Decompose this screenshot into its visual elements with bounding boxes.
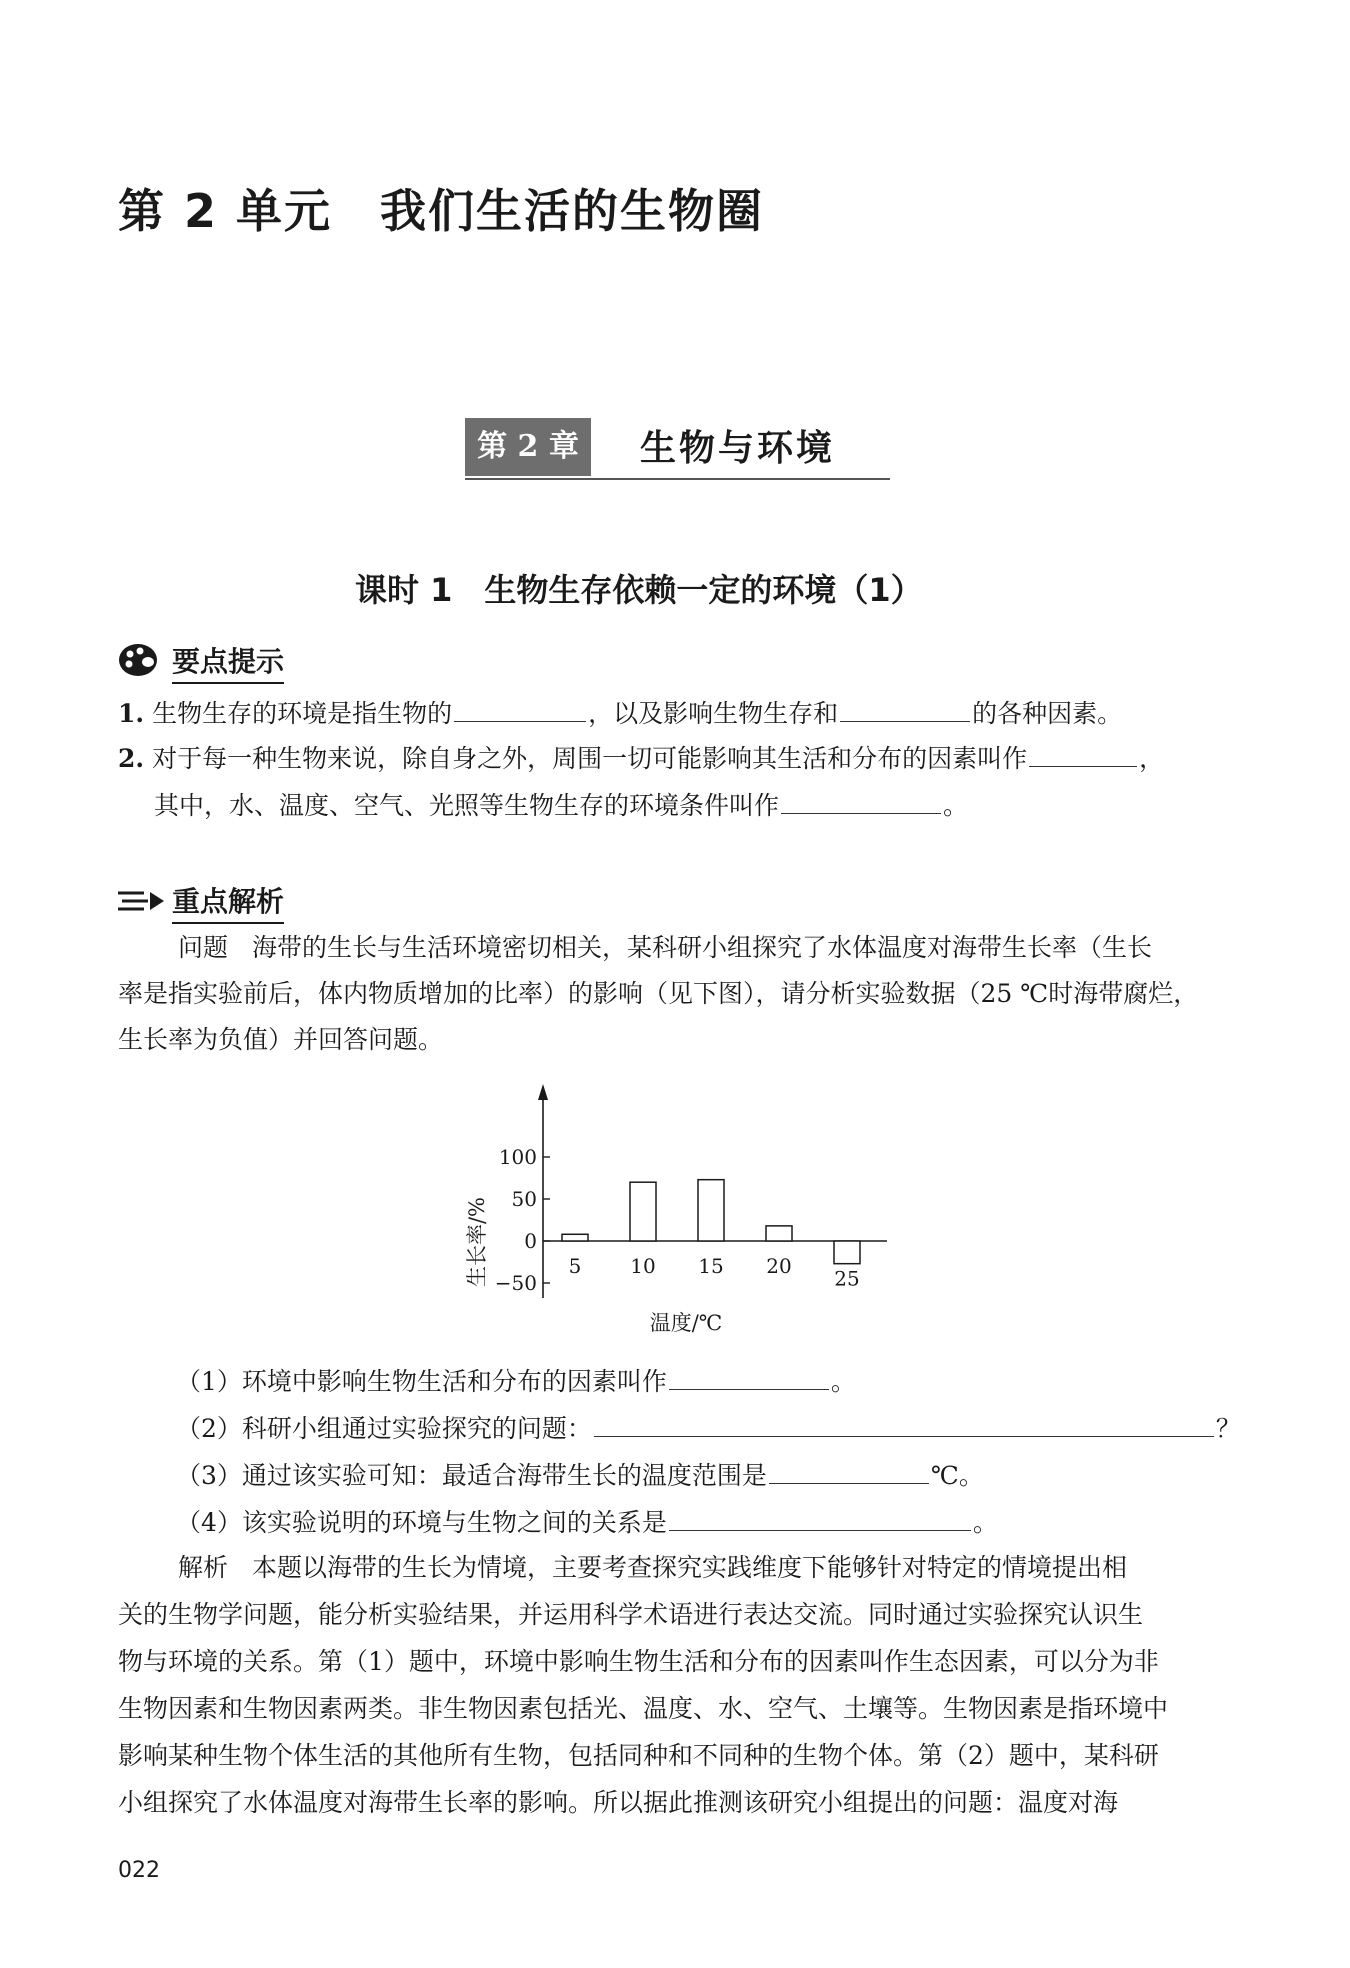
item-text: 生物生存的环境是指生物的: [152, 699, 453, 728]
y-tick-label: −50: [494, 1271, 537, 1295]
problem-text: 海带的生长与生活环境密切相关，某科研小组探究了水体温度对海带生长率（生长: [252, 933, 1153, 962]
lesson-title: 课时 1 生物生存依赖一定的环境（1）: [355, 571, 923, 609]
question-text: （2）科研小组通过实验探究的问题：: [176, 1414, 592, 1443]
bar-10: [630, 1182, 656, 1241]
analysis-line-4: 生物因素和生物因素两类。非生物因素包括光、温度、水、空气、土壤等。生物因素是指环境中: [118, 1694, 1169, 1723]
chapter-badge-text: 第 2 章: [477, 429, 579, 464]
question-text: （1）环境中影响生物生活和分布的因素叫作: [176, 1367, 667, 1396]
item-text: 对于每一种生物来说，除自身之外，周围一切可能影响其生活和分布的因素叫作: [152, 744, 1028, 773]
analysis-text: 本题以海带的生长为情境，主要考查探究实践维度下能够针对特定的情境提出相: [252, 1553, 1128, 1582]
bar-20: [766, 1226, 792, 1241]
analysis-line-2: 关的生物学问题，能分析实验结果，并运用科学术语进行表达交流。同时通过实验探究认识生: [118, 1600, 1144, 1629]
bar-15: [698, 1180, 724, 1241]
item-number: 1.: [118, 699, 145, 728]
question-4: [176, 1504, 998, 1542]
growth-rate-chart: [440, 1080, 910, 1350]
problem-label: 问题: [178, 933, 229, 962]
bar-25: [834, 1241, 860, 1264]
x-tick-label: 10: [630, 1254, 656, 1278]
x-tick-label: 5: [568, 1254, 582, 1278]
key-point-2-continued: [154, 787, 968, 825]
page-number: 022: [118, 1858, 160, 1883]
key-point-2: [118, 740, 1164, 778]
item-text: ，: [1139, 744, 1165, 773]
x-tick-label: 25: [834, 1266, 860, 1291]
answer-blank[interactable]: [1029, 740, 1137, 767]
analysis-line-3: 物与环境的关系。第（1）题中，环境中影响生物生活和分布的因素叫作生态因素，可以分为非: [118, 1647, 1159, 1676]
question-2: [176, 1410, 1241, 1448]
answer-blank[interactable]: [669, 1363, 829, 1390]
answer-blank[interactable]: [594, 1410, 1214, 1437]
key-points-icon: [118, 642, 162, 678]
item-text: ，以及影响生物生存和: [588, 699, 839, 728]
answer-blank[interactable]: [840, 695, 970, 722]
y-tick-label: 50: [511, 1187, 537, 1211]
problem-line-2: 率是指实验前后，体内物质增加的比率）的影响（见下图），请分析实验数据（25 ℃时海带腐烂，: [118, 979, 1199, 1008]
item-text: 。: [943, 791, 969, 820]
question-text: （4）该实验说明的环境与生物之间的关系是: [176, 1508, 667, 1537]
analysis-line-6: 小组探究了水体温度对海带生长率的影响。所以据此推测该研究小组提出的问题：温度对海: [118, 1788, 1119, 1817]
answer-blank[interactable]: [769, 1457, 929, 1484]
chapter-underline: [465, 478, 890, 480]
problem-line-3: 生长率为负值）并回答问题。: [118, 1025, 444, 1054]
analysis-icon: [116, 888, 166, 914]
x-tick-label: 20: [766, 1254, 792, 1278]
analysis-line-5: 影响某种生物个体生活的其他所有生物，包括同种和不同种的生物个体。第（2）题中，某科研: [118, 1741, 1159, 1770]
problem-line-1: [178, 929, 1152, 967]
analysis-label: 解析: [178, 1553, 229, 1582]
y-tick-label: 100: [498, 1145, 537, 1169]
unit-title: 第 2 单元 我们生活的生物圈: [118, 184, 765, 238]
y-axis-label: 生长率/%: [465, 1196, 489, 1288]
question-end: 。: [830, 1367, 856, 1396]
question-end: 。: [972, 1508, 998, 1537]
key-points-heading: 要点提示: [172, 640, 284, 684]
question-1: [176, 1363, 856, 1401]
question-end: ℃。: [930, 1461, 984, 1490]
question-end: ？: [1215, 1414, 1241, 1443]
question-text: （3）通过该实验可知：最适合海带生长的温度范围是: [176, 1461, 767, 1490]
answer-blank[interactable]: [781, 787, 941, 814]
item-number: 2.: [118, 744, 145, 773]
answer-blank[interactable]: [669, 1504, 971, 1531]
key-point-1: [118, 695, 1122, 733]
y-axis-arrow: [538, 1084, 548, 1100]
item-text: 的各种因素。: [972, 699, 1123, 728]
x-tick-label: 15: [698, 1254, 724, 1278]
analysis-heading: 重点解析: [172, 880, 284, 924]
x-axis-label: 温度/℃: [649, 1311, 723, 1335]
chapter-title: 生物与环境: [640, 427, 836, 469]
answer-blank[interactable]: [454, 695, 586, 722]
analysis-line-1: [178, 1549, 1127, 1587]
item-text: 其中，水、温度、空气、光照等生物生存的环境条件叫作: [154, 791, 780, 820]
y-tick-label: 0: [524, 1229, 537, 1253]
chapter-badge: [465, 418, 591, 476]
question-3: [176, 1457, 984, 1495]
bar-5: [562, 1234, 588, 1241]
